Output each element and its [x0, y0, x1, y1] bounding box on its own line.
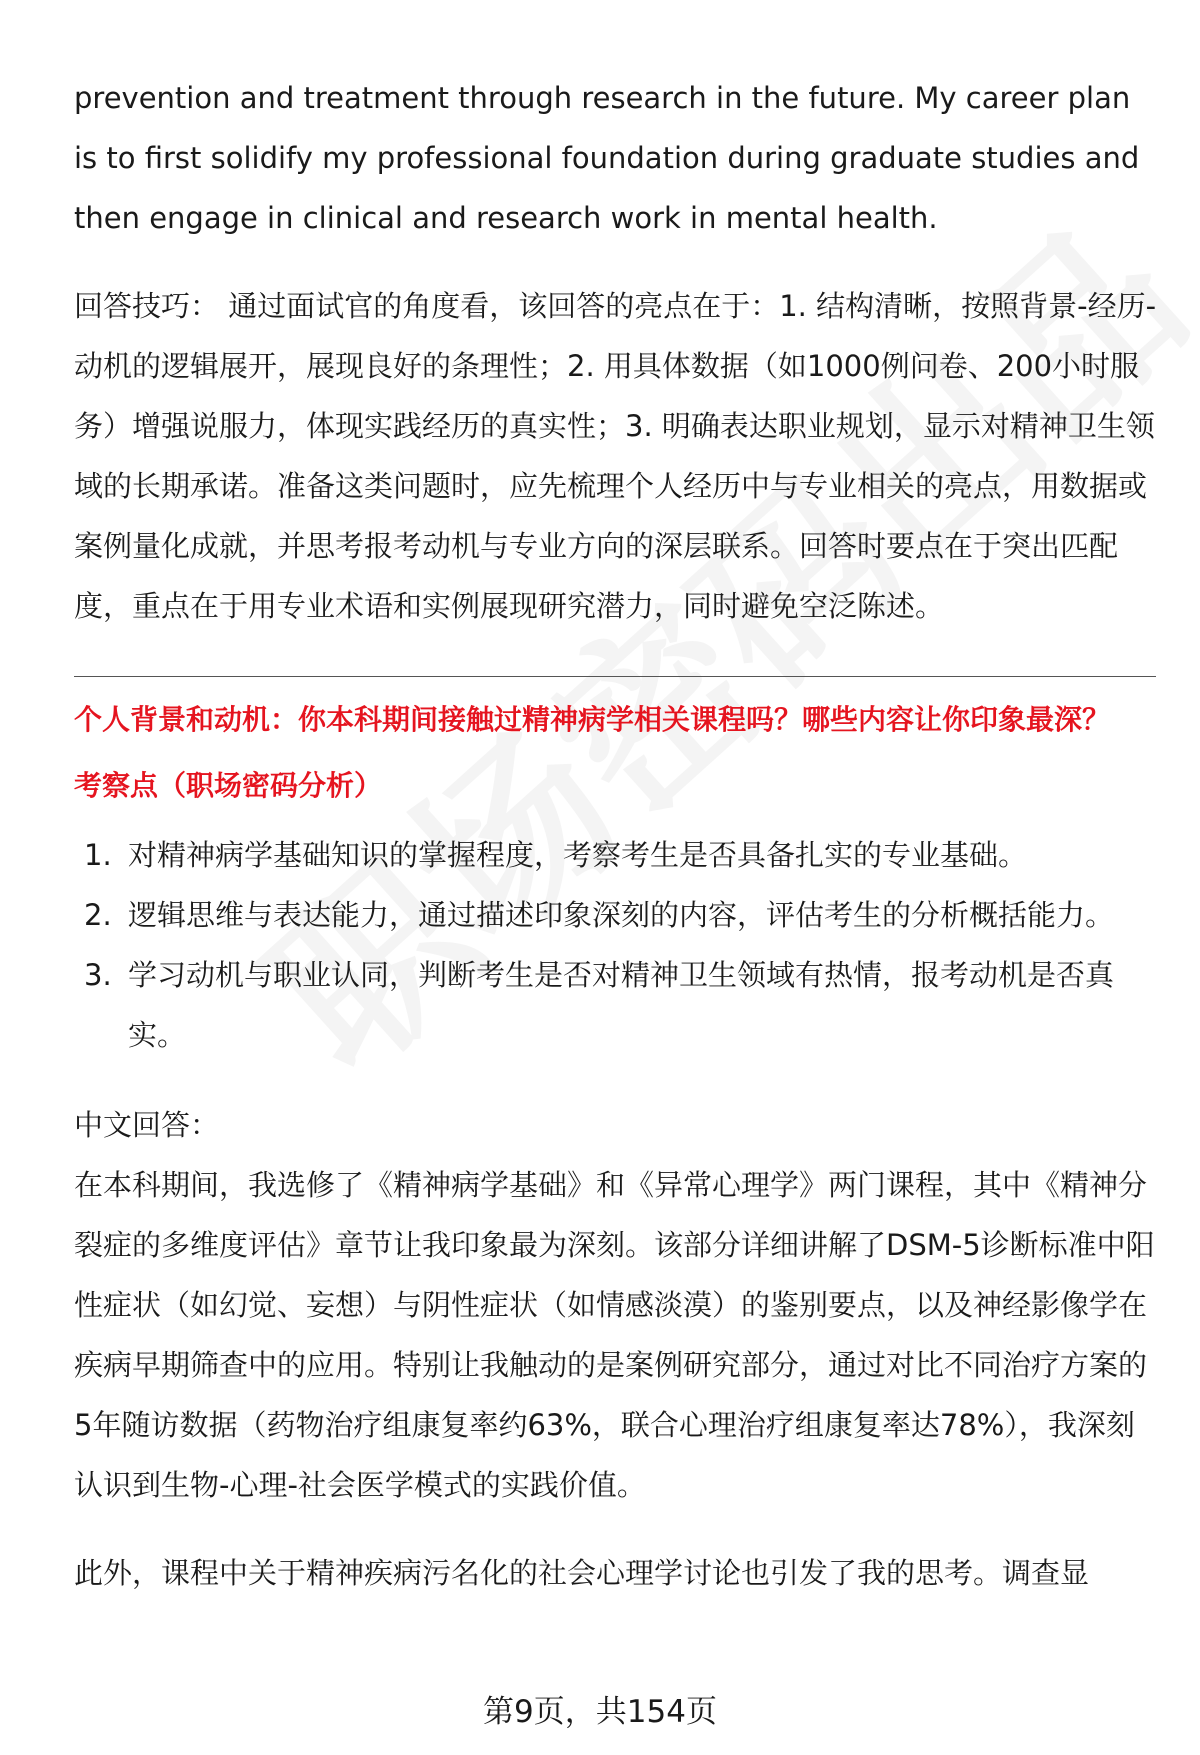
- assessment-list: [74, 825, 1160, 1065]
- chinese-answer-paragraph: 在本科期间，我选修了《精神病学基础》和《异常心理学》两门课程，其中《精神分裂症的多维度评估》章节让我印象最为深刻。该部分详细讲解了DSM-5诊断标准中阳性症状（如幻觉、妄想）与阴性症状（如情感淡漠）的鉴别要点，以及神经影像学在疾病早期筛查中的应用。特别让我触动的是案例研究部分，通过对比不同治疗方案的5年随访数据（药物治疗组康复率约63%，联合心理治疗组康复率达78%），我深刻认识到生物-心理-社会医学模式的实践价值。: [74, 1168, 1155, 1502]
- assessment-heading: 考察点（职场密码分析）: [74, 769, 383, 802]
- list-item-number: 2.: [84, 898, 112, 932]
- intro-paragraph: prevention and treatment through research in the future. My career plan is to first solidify my professional foundation during graduate studies and then engage in clinical and research work in mental health.: [74, 81, 1140, 235]
- chinese-answer-continuation: 此外，课程中关于精神疾病污名化的社会心理学讨论也引发了我的思考。调查显: [74, 1556, 1090, 1590]
- list-item-text: 逻辑思维与表达能力，通过描述印象深刻的内容，评估考生的分析概括能力。: [128, 898, 1115, 932]
- list-item: [74, 945, 1160, 1065]
- chinese-answer-label: 中文回答：: [74, 1108, 220, 1142]
- list-item-text: 学习动机与职业认同，判断考生是否对精神卫生领域有热情，报考动机是否真实。: [128, 958, 1115, 1052]
- answer-tips-paragraph: 回答技巧： 通过面试官的角度看，该回答的亮点在于：1. 结构清晰，按照背景-经历-动机的逻辑展开，展现良好的条理性；2. 用具体数据（如1000例问卷、200小时服务）增强说服力，体现实践经历的真实性；3. 明确表达职业规划，显示对精神卫生领域的长期承诺。准备这类问题时，应先梳理个人经历中与专业相关的亮点，用数据或案例量化成就，并思考报考动机与专业方向的深层联系。回答时要点在于突出匹配度，重点在于用专业术语和实例展现研究潜力，同时避免空泛陈述。: [74, 289, 1157, 623]
- page-footer: 第9页，共154页: [483, 1694, 717, 1730]
- list-item: [74, 825, 1160, 885]
- list-item-number: 3.: [84, 958, 112, 992]
- page-content: [74, 68, 1160, 1603]
- list-item-number: 1.: [84, 838, 112, 872]
- question-heading: 个人背景和动机：你本科期间接触过精神病学相关课程吗？哪些内容让你印象最深？: [74, 703, 1111, 736]
- section-divider: [74, 676, 1156, 677]
- list-item: [74, 885, 1160, 945]
- list-item-text: 对精神病学基础知识的掌握程度，考察考生是否具备扎实的专业基础。: [128, 838, 1028, 872]
